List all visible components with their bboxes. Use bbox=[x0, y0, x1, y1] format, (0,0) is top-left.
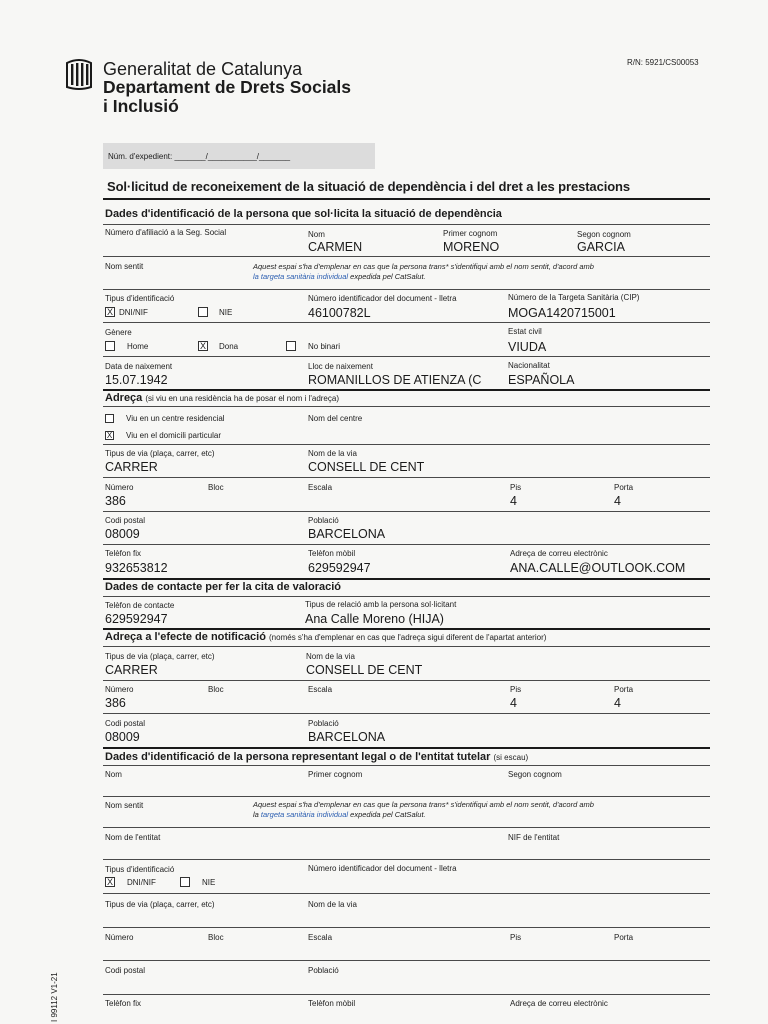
rep-postcode-label: Codi postal bbox=[105, 966, 146, 975]
divider bbox=[103, 578, 710, 580]
town-label: Població bbox=[308, 516, 339, 525]
section-heading-applicant: Dades d'identificació de la persona que sol·licita la situació de dependència bbox=[105, 208, 502, 220]
landline-label: Telèfon fix bbox=[105, 549, 142, 558]
rep-surname1-label: Primer cognom bbox=[308, 770, 363, 779]
stair-label: Escala bbox=[308, 483, 333, 492]
org-name: Generalitat de Catalunya bbox=[103, 59, 303, 79]
divider bbox=[103, 628, 710, 630]
section-heading-notification: Adreça a l'efecte de notificació (només s'ha d'emplenar en cas que l'adreça sigui diferent de l'apartat anterior) bbox=[105, 631, 547, 643]
gender-nonbinary-checkbox[interactable] bbox=[286, 341, 296, 351]
private-home-checkbox[interactable]: X bbox=[106, 431, 113, 440]
notif-door-field[interactable]: 4 bbox=[614, 696, 621, 710]
department-line1: Departament de Drets Socials bbox=[103, 77, 352, 97]
rep-dni-option-label: DNI/NIF bbox=[127, 878, 156, 887]
expedient-number-field[interactable]: Núm. d'expedient: _______/___________/_______ bbox=[103, 143, 375, 169]
dni-option-label: DNI/NIF bbox=[119, 308, 148, 317]
generalitat-logo bbox=[64, 57, 94, 91]
notif-town-field[interactable]: BARCELONA bbox=[308, 730, 386, 744]
notif-floor-field[interactable]: 4 bbox=[510, 696, 517, 710]
floor-label: Pis bbox=[510, 483, 522, 492]
residential-centre-label: Viu en un centre residencial bbox=[126, 414, 225, 423]
street-name-field[interactable]: CONSELL DE CENT bbox=[308, 460, 425, 474]
street-name-label: Nom de la via bbox=[308, 449, 357, 458]
divider bbox=[103, 646, 710, 647]
nie-option-label: NIE bbox=[219, 308, 233, 317]
notif-street-type-label: Tipus de via (plaça, carrer, etc) bbox=[105, 652, 215, 661]
gender-dona-label: Dona bbox=[219, 342, 239, 351]
rep-floor-label: Pis bbox=[510, 933, 522, 942]
divider bbox=[103, 477, 710, 478]
contact-phone-label: Telèfon de contacte bbox=[105, 601, 175, 610]
divider bbox=[103, 444, 710, 445]
divider bbox=[103, 596, 710, 597]
rep-mobile-label: Telèfon mòbil bbox=[308, 999, 356, 1008]
rep-block-label: Bloc bbox=[208, 933, 224, 942]
surname1-field[interactable]: MORENO bbox=[443, 240, 500, 254]
mobile-field[interactable]: 629592947 bbox=[308, 561, 371, 575]
residential-centre-checkbox[interactable] bbox=[105, 414, 114, 423]
centre-name-label: Nom del centre bbox=[308, 414, 363, 423]
rep-felt-name-note: Aquest espai s'ha d'emplenar en cas que la persona trans* s'identifiqui amb el nom sentit, d'acord amb la targeta sanitària individual expedida pel CatSalut. bbox=[253, 800, 594, 819]
rep-street-type-label: Tipus de via (plaça, carrer, etc) bbox=[105, 900, 215, 909]
page-title: Sol·licitud de reconeixement de la situació de dependència i del dret a les prestacions bbox=[107, 179, 631, 194]
number-field[interactable]: 386 bbox=[105, 494, 126, 508]
doc-number-label: Número identificador del document - lletra bbox=[308, 294, 457, 303]
rep-dni-checkbox[interactable]: X bbox=[106, 877, 113, 887]
notif-floor-label: Pis bbox=[510, 685, 522, 694]
divider bbox=[103, 289, 710, 290]
block-label: Bloc bbox=[208, 483, 224, 492]
divider bbox=[103, 765, 710, 766]
birth-place-field[interactable]: ROMANILLOS DE ATIENZA (C bbox=[308, 373, 482, 387]
notif-street-type-field[interactable]: CARRER bbox=[105, 663, 158, 677]
rep-doc-number-label: Número identificador del document - lletra bbox=[308, 864, 457, 873]
number-label: Número bbox=[105, 483, 134, 492]
notif-number-field[interactable]: 386 bbox=[105, 696, 126, 710]
postcode-label: Codi postal bbox=[105, 516, 146, 525]
dni-checkbox[interactable]: X bbox=[106, 307, 113, 317]
rep-name-label: Nom bbox=[105, 770, 122, 779]
surname1-label: Primer cognom bbox=[443, 229, 498, 238]
section-heading-contact: Dades de contacte per fer la cita de valoració bbox=[105, 581, 341, 593]
health-card-link[interactable]: la targeta sanitària individual bbox=[253, 272, 349, 281]
divider bbox=[103, 796, 710, 797]
nationality-field[interactable]: ESPAÑOLA bbox=[508, 373, 575, 387]
divider bbox=[103, 859, 710, 860]
private-home-label: Viu en el domicili particular bbox=[126, 431, 222, 440]
notif-postcode-label: Codi postal bbox=[105, 719, 146, 728]
section-heading-representative: Dades d'identificació de la persona representant legal o de l'entitat tutelar (si escau) bbox=[105, 751, 529, 763]
name-label: Nom bbox=[308, 230, 325, 239]
divider bbox=[103, 198, 710, 200]
rep-nie-option-label: NIE bbox=[202, 878, 216, 887]
birth-place-label: Lloc de naixement bbox=[308, 362, 373, 371]
divider bbox=[103, 224, 710, 225]
nie-checkbox[interactable] bbox=[198, 307, 208, 317]
divider bbox=[103, 322, 710, 323]
divider bbox=[103, 827, 710, 828]
felt-name-note: Aquest espai s'ha d'emplenar en cas que la persona trans* s'identifiqui amb el nom sentit, d'acord amb la targeta sanitària individual expedida pel CatSalut. bbox=[253, 262, 594, 281]
notif-street-name-field[interactable]: CONSELL DE CENT bbox=[306, 663, 423, 677]
street-type-label: Tipus de via (plaça, carrer, etc) bbox=[105, 449, 215, 458]
civil-status-field[interactable]: VIUDA bbox=[508, 340, 547, 354]
name-field[interactable]: CARMEN bbox=[308, 240, 363, 254]
rep-stair-label: Escala bbox=[308, 933, 333, 942]
gender-label: Gènere bbox=[105, 328, 132, 337]
felt-name-label: Nom sentit bbox=[105, 262, 144, 271]
notif-door-label: Porta bbox=[614, 685, 634, 694]
divider bbox=[103, 927, 710, 928]
civil-status-label: Estat civil bbox=[508, 327, 542, 336]
divider bbox=[103, 680, 710, 681]
rep-landline-label: Telèfon fix bbox=[105, 999, 142, 1008]
divider bbox=[103, 389, 710, 391]
notif-town-label: Població bbox=[308, 719, 339, 728]
cip-label: Número de la Targeta Sanitària (CIP) bbox=[508, 293, 640, 302]
department-line2: i Inclusió bbox=[103, 96, 179, 116]
postcode-field[interactable]: 08009 bbox=[105, 527, 140, 541]
notif-block-label: Bloc bbox=[208, 685, 224, 694]
rep-town-label: Població bbox=[308, 966, 339, 975]
rep-health-card-link[interactable]: targeta sanitària individual bbox=[260, 810, 349, 819]
landline-field[interactable]: 932653812 bbox=[105, 561, 168, 575]
gender-nonbinary-label: No binari bbox=[308, 342, 341, 351]
relationship-field[interactable]: Ana Calle Moreno (HIJA) bbox=[305, 612, 444, 626]
rep-felt-name-label: Nom sentit bbox=[105, 801, 144, 810]
notif-stair-label: Escala bbox=[308, 685, 333, 694]
divider bbox=[103, 544, 710, 545]
street-type-field[interactable]: CARRER bbox=[105, 460, 158, 474]
notif-street-name-label: Nom de la via bbox=[306, 652, 355, 661]
rep-surname2-label: Segon cognom bbox=[508, 770, 562, 779]
door-label: Porta bbox=[614, 483, 634, 492]
door-field[interactable]: 4 bbox=[614, 494, 621, 508]
birth-date-field[interactable]: 15.07.1942 bbox=[105, 373, 168, 387]
divider bbox=[103, 356, 710, 357]
doc-number-field[interactable]: 46100782L bbox=[308, 306, 371, 320]
form-reference: R/N: 5921/CS00053 bbox=[627, 58, 699, 67]
rep-id-type-label: Tipus d'identificació bbox=[105, 865, 175, 874]
notif-postcode-field[interactable]: 08009 bbox=[105, 730, 140, 744]
gender-home-checkbox[interactable] bbox=[105, 341, 115, 351]
rep-door-label: Porta bbox=[614, 933, 634, 942]
entity-nif-label: NIF de l'entitat bbox=[508, 833, 560, 842]
email-field[interactable]: ANA.CALLE@OUTLOOK.COM bbox=[510, 561, 686, 575]
cip-field[interactable]: MOGA1420715001 bbox=[508, 306, 616, 320]
notif-number-label: Número bbox=[105, 685, 134, 694]
divider bbox=[103, 713, 710, 714]
section-heading-address: Adreça (si viu en una residència ha de posar el nom i l'adreça) bbox=[105, 392, 339, 404]
town-field[interactable]: BARCELONA bbox=[308, 527, 386, 541]
surname2-label: Segon cognom bbox=[577, 230, 631, 239]
rep-email-label: Adreça de correu electrònic bbox=[510, 999, 608, 1008]
form-code: I 99112 V1-21 bbox=[50, 972, 59, 1022]
divider bbox=[103, 511, 710, 512]
mobile-label: Telèfon mòbil bbox=[308, 549, 356, 558]
contact-phone-field[interactable]: 629592947 bbox=[105, 612, 168, 626]
id-type-label: Tipus d'identificació bbox=[105, 294, 175, 303]
floor-field[interactable]: 4 bbox=[510, 494, 517, 508]
gender-home-label: Home bbox=[127, 342, 149, 351]
divider bbox=[103, 406, 710, 407]
birth-date-label: Data de naixement bbox=[105, 362, 173, 371]
divider bbox=[103, 256, 710, 257]
email-label: Adreça de correu electrònic bbox=[510, 549, 608, 558]
divider bbox=[103, 747, 710, 749]
rep-street-name-label: Nom de la via bbox=[308, 900, 357, 909]
entity-name-label: Nom de l'entitat bbox=[105, 833, 161, 842]
divider bbox=[103, 960, 710, 961]
gender-dona-checkbox[interactable]: X bbox=[199, 341, 206, 351]
nationality-label: Nacionalitat bbox=[508, 361, 550, 370]
rep-nie-checkbox[interactable] bbox=[180, 877, 190, 887]
rep-number-label: Número bbox=[105, 933, 134, 942]
divider bbox=[103, 994, 710, 995]
divider bbox=[103, 893, 710, 894]
relationship-label: Tipus de relació amb la persona sol·licitant bbox=[305, 600, 457, 609]
surname2-field[interactable]: GARCIA bbox=[577, 240, 625, 254]
ss-number-label: Número d'afiliació a la Seg. Social bbox=[105, 228, 227, 237]
